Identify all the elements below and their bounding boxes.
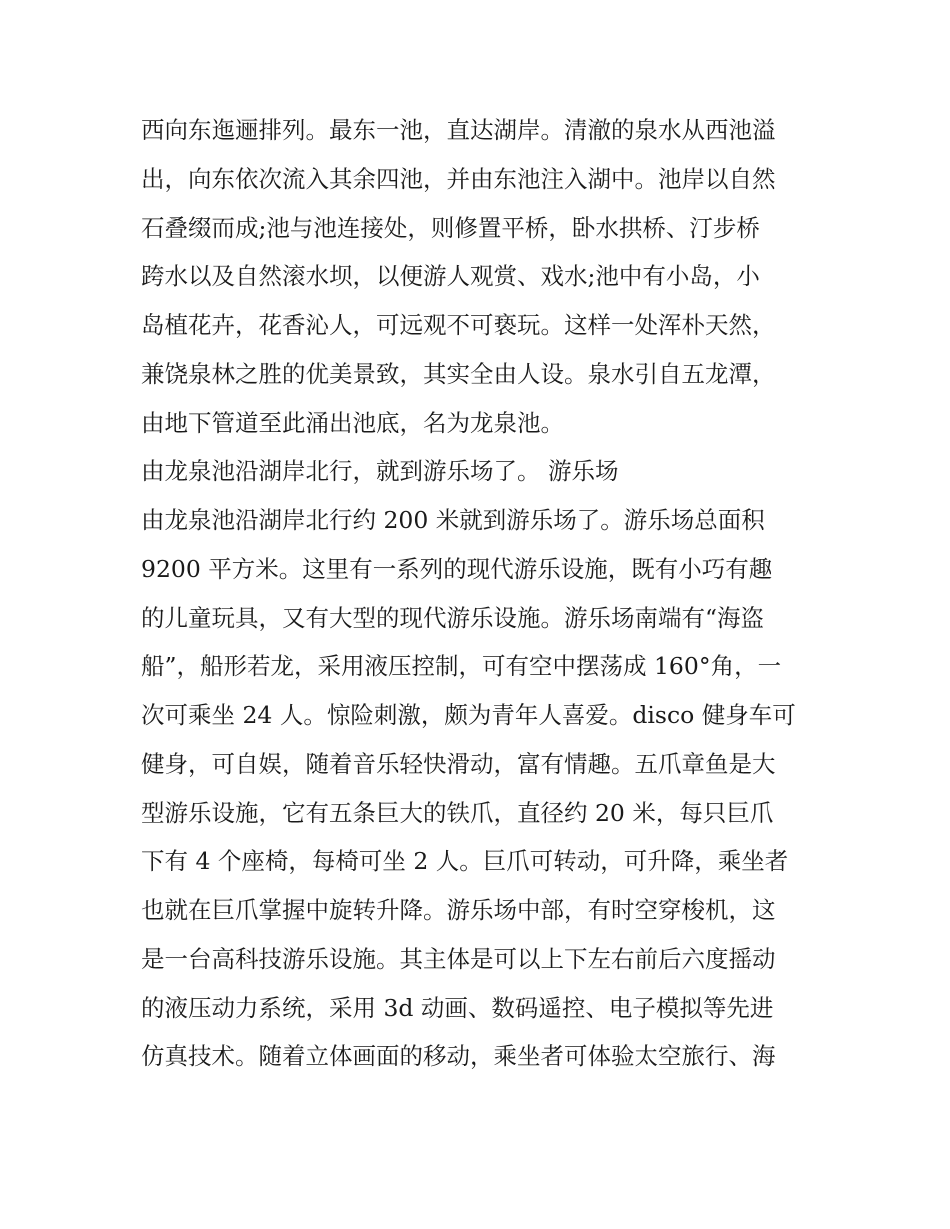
text-line-9: 由龙泉池沿湖岸北行约 200 米就到游乐场了。游乐场总面积 <box>141 506 765 534</box>
text-line-18: 是一台高科技游乐设施。其主体是可以上下左右前后六度摇动 <box>141 944 776 973</box>
text-line-3: 石叠缀而成;池与池连接处，则修置平桥，卧水拱桥、汀步桥 <box>141 213 760 242</box>
text-line-2: 出，向东依次流入其余四池，并由东池注入湖中。池岸以自然 <box>141 164 776 193</box>
text-line-12: 船”，船形若龙，采用液压控制，可有空中摆荡成 160°角，一 <box>141 652 782 681</box>
text-line-1: 西向东迤逦排列。最东一池，直达湖岸。清澈的泉水从西池溢 <box>141 116 776 144</box>
text-line-15: 型游乐设施，它有五条巨大的铁爪，直径约 20 米，每只巨爪 <box>141 798 774 827</box>
text-line-19: 的液压动力系统，采用 3d 动画、数码遥控、电子模拟等先进 <box>141 993 774 1022</box>
text-line-8: 由龙泉池沿湖岸北行，就到游乐场了。 游乐场 <box>141 457 619 486</box>
text-line-14: 健身，可自娱，随着音乐轻快滑动，富有情趣。五爪章鱼是大 <box>141 749 776 778</box>
text-line-5: 岛植花卉，花香沁人，可远观不可亵玩。这样一处浑朴天然， <box>141 311 776 339</box>
text-line-13: 次可乘坐 24 人。惊险刺激，颇为青年人喜爱。disco 健身车可 <box>141 701 796 729</box>
text-line-20: 仿真技术。随着立体画面的移动，乘坐者可体验太空旅行、海 <box>141 1042 776 1071</box>
text-line-17: 也就在巨爪掌握中旋转升降。游乐场中部，有时空穿梭机，这 <box>141 896 776 924</box>
text-line-16: 下有 4 个座椅，每椅可坐 2 人。巨爪可转动，可升降，乘坐者 <box>141 847 789 876</box>
text-line-6: 兼饶泉林之胜的优美景致，其实全由人设。泉水引自五龙潭， <box>141 359 776 388</box>
text-line-10: 9200 平方米。这里有一系列的现代游乐设施，既有小巧有趣 <box>141 554 773 583</box>
body-text <box>141 106 821 1081</box>
text-line-7: 由地下管道至此涌出池底，名为龙泉池。 <box>141 408 564 437</box>
text-line-4: 跨水以及自然滚水坝，以便游人观赏、戏水;池中有小岛，小 <box>141 262 760 291</box>
text-line-11: 的儿童玩具，又有大型的现代游乐设施。游乐场南端有“海盗 <box>141 603 765 632</box>
